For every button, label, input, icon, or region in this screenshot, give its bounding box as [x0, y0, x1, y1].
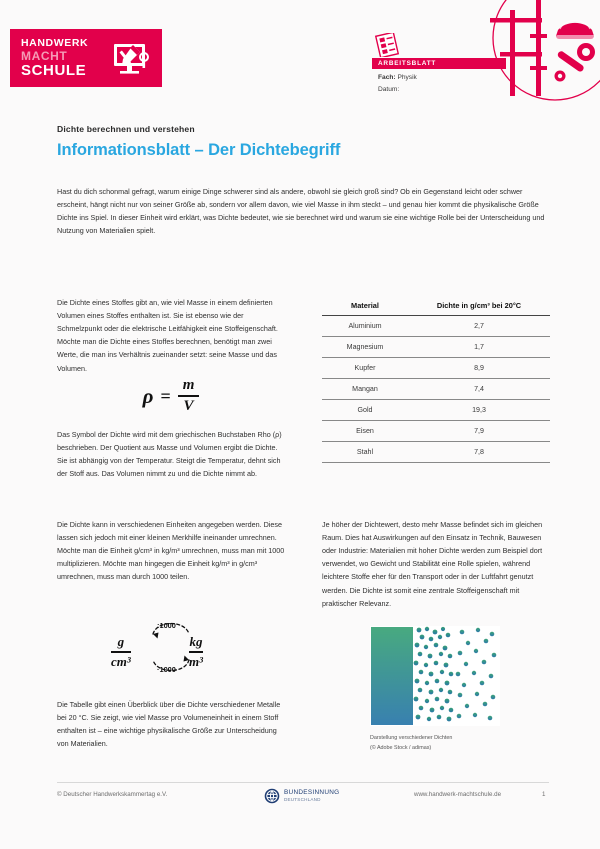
table-row — [322, 421, 550, 442]
cell-material: Magnesium — [322, 337, 408, 358]
worksheet-band-label: ARBEITSBLATT — [372, 58, 506, 69]
brand-logo-line-2: MACHT — [21, 48, 68, 63]
footer-org-line-2: DEUTSCHLAND — [284, 797, 321, 802]
density-table-body — [322, 316, 550, 463]
unit-left-bar — [111, 651, 131, 653]
density-illustration — [370, 626, 500, 726]
subject-row — [378, 72, 417, 84]
left-column-block-1 — [57, 296, 285, 375]
left-column-block-2 — [57, 428, 285, 480]
cell-density: 7,8 — [408, 442, 550, 463]
intro-paragraph: Hast du dich schonmal gefragt, warum einige Dinge schwerer sind als andere, obwohl sie gleich groß sind? Ob ein Gegenstand leicht oder schwer erscheint, hängt nicht nur von seiner Größe ab, sondern vor allem davon, wie viel Masse in ihm steckt – und genau hier kommt die physikalische Größe Dichte ins Spiel. In dieser Einheit wird erklärt, was Dichte bedeutet, wie sie berechnet wird und warum sie eine wichtige Rolle bei der Unterscheidung und Nutzung von Materialien spielt. — [57, 187, 545, 236]
page-header — [0, 0, 600, 110]
conversion-divide-label: :1000 — [157, 621, 176, 630]
footer-copyright: © Deutscher Handwerkskammertag e.V. — [57, 791, 168, 798]
unit-right-bar — [189, 651, 203, 653]
cell-density: 19,3 — [408, 400, 550, 421]
unit-right-denominator: m³ — [189, 653, 204, 669]
cell-density: 8,9 — [408, 358, 550, 379]
table-row — [322, 358, 550, 379]
formula-fraction-bar — [178, 395, 200, 397]
figure-caption: Darstellung verschiedener Dichten — [370, 735, 453, 741]
density-table-head — [322, 296, 550, 316]
subject-value: Physik — [397, 74, 417, 81]
table-row — [322, 316, 550, 337]
cell-material: Gold — [322, 400, 408, 421]
column-header-material: Material — [322, 296, 408, 316]
unit-conversion-diagram — [57, 608, 285, 686]
footer-org-line-1: BUNDESINNUNG — [284, 789, 340, 796]
footer-website[interactable]: www.handwerk-machtschule.de — [414, 791, 502, 798]
cell-density: 7,9 — [408, 421, 550, 442]
left-column-block-3 — [57, 518, 285, 584]
cell-material: Eisen — [322, 421, 408, 442]
unit-left-numerator: g — [117, 634, 125, 649]
cell-material: Mangan — [322, 379, 408, 400]
footer-page-number: 1 — [542, 791, 546, 798]
cell-density: 1,7 — [408, 337, 550, 358]
conversion-multiply-label: ·1000 — [157, 665, 176, 674]
table-row — [322, 379, 550, 400]
formula-equals-sign: = — [160, 385, 171, 406]
unit-left-denominator: cm³ — [111, 653, 131, 669]
density-formula — [57, 377, 285, 415]
column-header-density: Dichte in g/cm³ bei 20°C — [408, 296, 550, 316]
left-paragraph-2: Das Symbol der Dichte wird mit dem griechischen Buchstaben Rho (ρ) beschrieben. Der Quotient aus Masse und Volumen ergibt die Dichte. Sie ist abhängig von der Temperatur. Steigt die Temperatur, dehnt sich der Stoff aus. Das Volumen nimmt zu und die Dichte nimmt ab. — [57, 430, 282, 479]
monitor-tools-icon — [109, 41, 151, 82]
page-kicker: Dichte berechnen und verstehen — [57, 124, 195, 134]
left-column-block-4 — [57, 698, 285, 750]
cell-density: 2,7 — [408, 316, 550, 337]
formula-rho-symbol: ρ — [142, 383, 154, 408]
cell-material: Kupfer — [322, 358, 408, 379]
cell-material: Aluminium — [322, 316, 408, 337]
figure-caption-block — [370, 733, 560, 753]
table-header-row — [322, 296, 550, 316]
footer-divider — [57, 782, 549, 783]
table-row — [322, 337, 550, 358]
page-footer — [0, 788, 600, 808]
unit-kg-per-m3 — [189, 634, 203, 670]
left-paragraph-1: Die Dichte eines Stoffes gibt an, wie viel Masse in einem definierten Volumen eines Stoffes enthalten ist. Sie ist ebenso wie der Schmelzpunkt oder die elektrische Leitfähigkeit eine Stoffeigenschaft. Möchte man die Dichte eines Stoffes berechnen, benötigt man zwei Werte, die man ins Verhältnis zueinander setzt: seine Masse und das Volumen. — [57, 298, 278, 373]
formula-fraction — [178, 377, 200, 415]
brand-logo-wordmark — [21, 38, 88, 78]
brand-logo-line-3: SCHULE — [21, 61, 87, 79]
formula-numerator: m — [182, 377, 195, 393]
cell-material: Stahl — [322, 442, 408, 463]
header-illustration — [400, 0, 600, 108]
unit-g-per-cm3 — [111, 634, 131, 670]
page-title: Informationsblatt – Der Dichtebegriff — [57, 141, 341, 159]
footer-org — [284, 789, 339, 803]
left-paragraph-3: Die Dichte kann in verschiedenen Einheiten angegeben werden. Diese lassen sich jedoch mit einer kleinen Merkhilfe ineinander umrechnen. — [57, 520, 282, 543]
bundesinnung-logo-icon — [264, 788, 280, 809]
formula-denominator: V — [183, 398, 194, 414]
table-row — [322, 400, 550, 421]
right-paragraph-1: Je höher der Dichtewert, desto mehr Masse befindet sich im gleichen Raum. Dies hat Auswirkungen auf den Einsatz in Technik, Bauwesen oder Industrie: Materialien mit hoher Dichte werden zum Beispiel dort verwendet, wo Gewicht und Stabilität eine Rolle spielen, während leichtere Stoffe eher für den Transport oder in der Luftfahrt genutzt werden. Die Dichte ist somit eine zentrale Stoffeigenschaft mit praktischer Relevanz. — [322, 520, 543, 608]
density-table — [322, 296, 550, 463]
left-paragraph-4: Möchte man die Einheit g/cm³ in kg/m³ umrechnen, muss man mit 1000 multiplizieren. Möchte man hingegen die Einheit kg/m³ in g/cm³ umrechnen, muss man durch 1000 teilen. — [57, 546, 285, 582]
unit-right-numerator: kg — [189, 634, 203, 649]
worksheet-meta — [378, 72, 417, 95]
cell-density: 7,4 — [408, 379, 550, 400]
right-column-block-1 — [322, 518, 550, 610]
brand-logo-line-1: HANDWERK — [21, 36, 89, 49]
subject-label: Fach: — [378, 74, 396, 81]
table-row — [322, 442, 550, 463]
particle-density-image — [370, 713, 500, 730]
figure-credit: (© Adobe Stock / adimas) — [370, 745, 432, 751]
brand-logo — [10, 29, 162, 87]
left-paragraph-5: Die Tabelle gibt einen Überblick über die Dichte verschiedener Metalle bei 20 °C. Sie zeigt, wie viel Masse pro Volumeneinheit in einem Stoff enthalten ist – eine wichtige physikalische Größe zur Unterscheidung von Materialien. — [57, 700, 281, 749]
date-label: Datum: — [378, 85, 400, 93]
